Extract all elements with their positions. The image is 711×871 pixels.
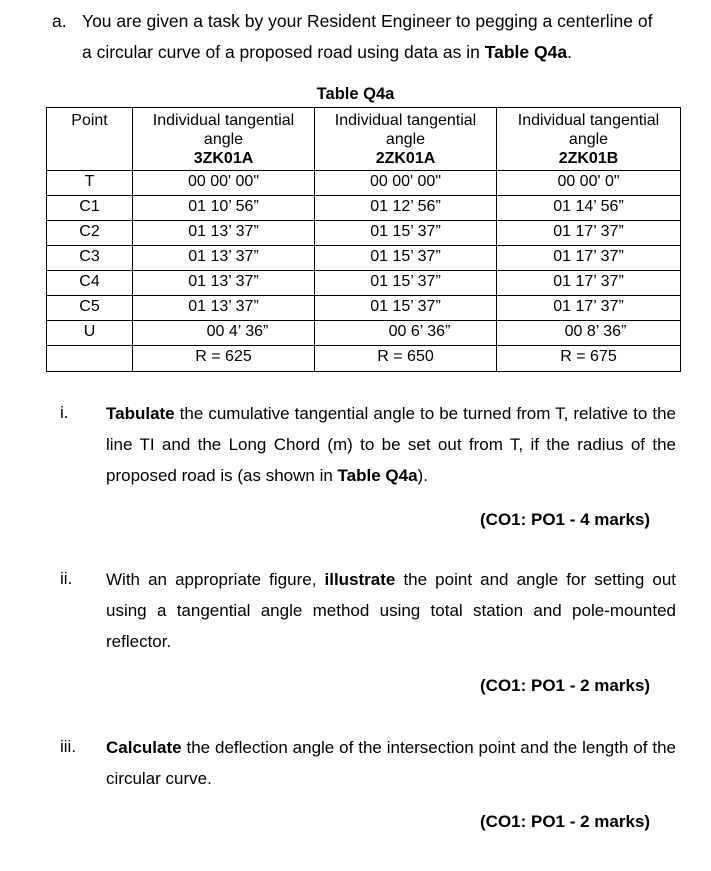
marks-label: (CO1: PO1 - 2 marks) [480, 812, 651, 831]
table-caption: Table Q4a [316, 85, 395, 103]
row-value: 01 17’ 37” [497, 271, 681, 296]
row-point: C1 [47, 196, 133, 221]
question-a-line1 [52, 11, 652, 32]
header-col-2: Individual tangential angle [315, 108, 497, 150]
sub-question-text: With an appropriate figure, illustrate the point and angle for setting out using a tangential angle method using total station and pole-mounted reflector. [106, 570, 676, 651]
sub-question-number: i. [60, 403, 69, 422]
radius-col-3: R = 675 [497, 346, 681, 372]
row-value: 00 00' 00" [133, 171, 315, 196]
row-value: 01 15’ 37” [315, 246, 497, 271]
table-row [47, 196, 681, 221]
row-point: C2 [47, 221, 133, 246]
table-row [47, 246, 681, 271]
row-point: U [47, 321, 133, 346]
header-point: Point [47, 108, 133, 171]
table-row [47, 221, 681, 246]
row-value: 01 17’ 37” [497, 296, 681, 321]
header-col-1: Individual tangential angle [133, 108, 315, 150]
question-a-line2: a circular curve of a proposed road using data as in Table Q4a. [82, 42, 572, 62]
row-value: 00 00' 00" [315, 171, 497, 196]
sub-question-text: Tabulate the cumulative tangential angle to be turned from T, relative to the line TI and the Long Chord (m) to be set out from T, if the radius of the proposed road is (as shown in Table Q4a). [106, 404, 676, 485]
table-header-row [47, 108, 681, 150]
question-a-text-line1: You are given a task by your Resident Engineer to pegging a centerline of [82, 11, 653, 31]
row-value: 00 6’ 36” [315, 321, 497, 346]
sub-question-number: ii. [60, 569, 73, 588]
table-radius-row [47, 346, 681, 372]
table-row [47, 321, 681, 346]
row-value: 01 17’ 37” [497, 221, 681, 246]
row-value: 01 10’ 56” [133, 196, 315, 221]
header-col-3: Individual tangential angle [497, 108, 681, 150]
code-col-3: 2ZK01B [497, 149, 681, 171]
code-col-2: 2ZK01A [315, 149, 497, 171]
row-value: 01 14’ 56” [497, 196, 681, 221]
marks-label: (CO1: PO1 - 2 marks) [480, 676, 651, 695]
row-value: 01 15’ 37” [315, 296, 497, 321]
row-value: 01 13’ 37” [133, 246, 315, 271]
table-code-row [47, 149, 681, 171]
radius-col-2: R = 650 [315, 346, 497, 372]
row-value: 00 4’ 36” [133, 321, 315, 346]
row-point: C5 [47, 296, 133, 321]
marks-label: (CO1: PO1 - 4 marks) [480, 510, 651, 529]
row-value: 01 15’ 37” [315, 271, 497, 296]
table-q4a [46, 107, 681, 372]
row-value: 00 00' 0" [497, 171, 681, 196]
row-point: C3 [47, 246, 133, 271]
radius-col-1: R = 625 [133, 346, 315, 372]
row-value: 01 13’ 37” [133, 296, 315, 321]
table-row [47, 171, 681, 196]
table-row [47, 296, 681, 321]
row-value: 00 8’ 36” [497, 321, 681, 346]
row-value: 01 13’ 37” [133, 271, 315, 296]
question-a-label: a. [52, 11, 67, 31]
row-point: T [47, 171, 133, 196]
sub-question-number: iii. [60, 737, 77, 756]
sub-question-text: Calculate the deflection angle of the intersection point and the length of the circular curve. [106, 738, 676, 788]
row-point: C4 [47, 271, 133, 296]
table-row [47, 271, 681, 296]
question-a-table-ref: Table Q4a [484, 42, 568, 62]
row-value: 01 17’ 37” [497, 246, 681, 271]
row-value: 01 13’ 37” [133, 221, 315, 246]
code-col-1: 3ZK01A [133, 149, 315, 171]
question-a-text-line2: a circular curve of a proposed road using data as in [82, 42, 485, 62]
row-value: 01 15’ 37” [315, 221, 497, 246]
row-value: 01 12’ 56” [315, 196, 497, 221]
